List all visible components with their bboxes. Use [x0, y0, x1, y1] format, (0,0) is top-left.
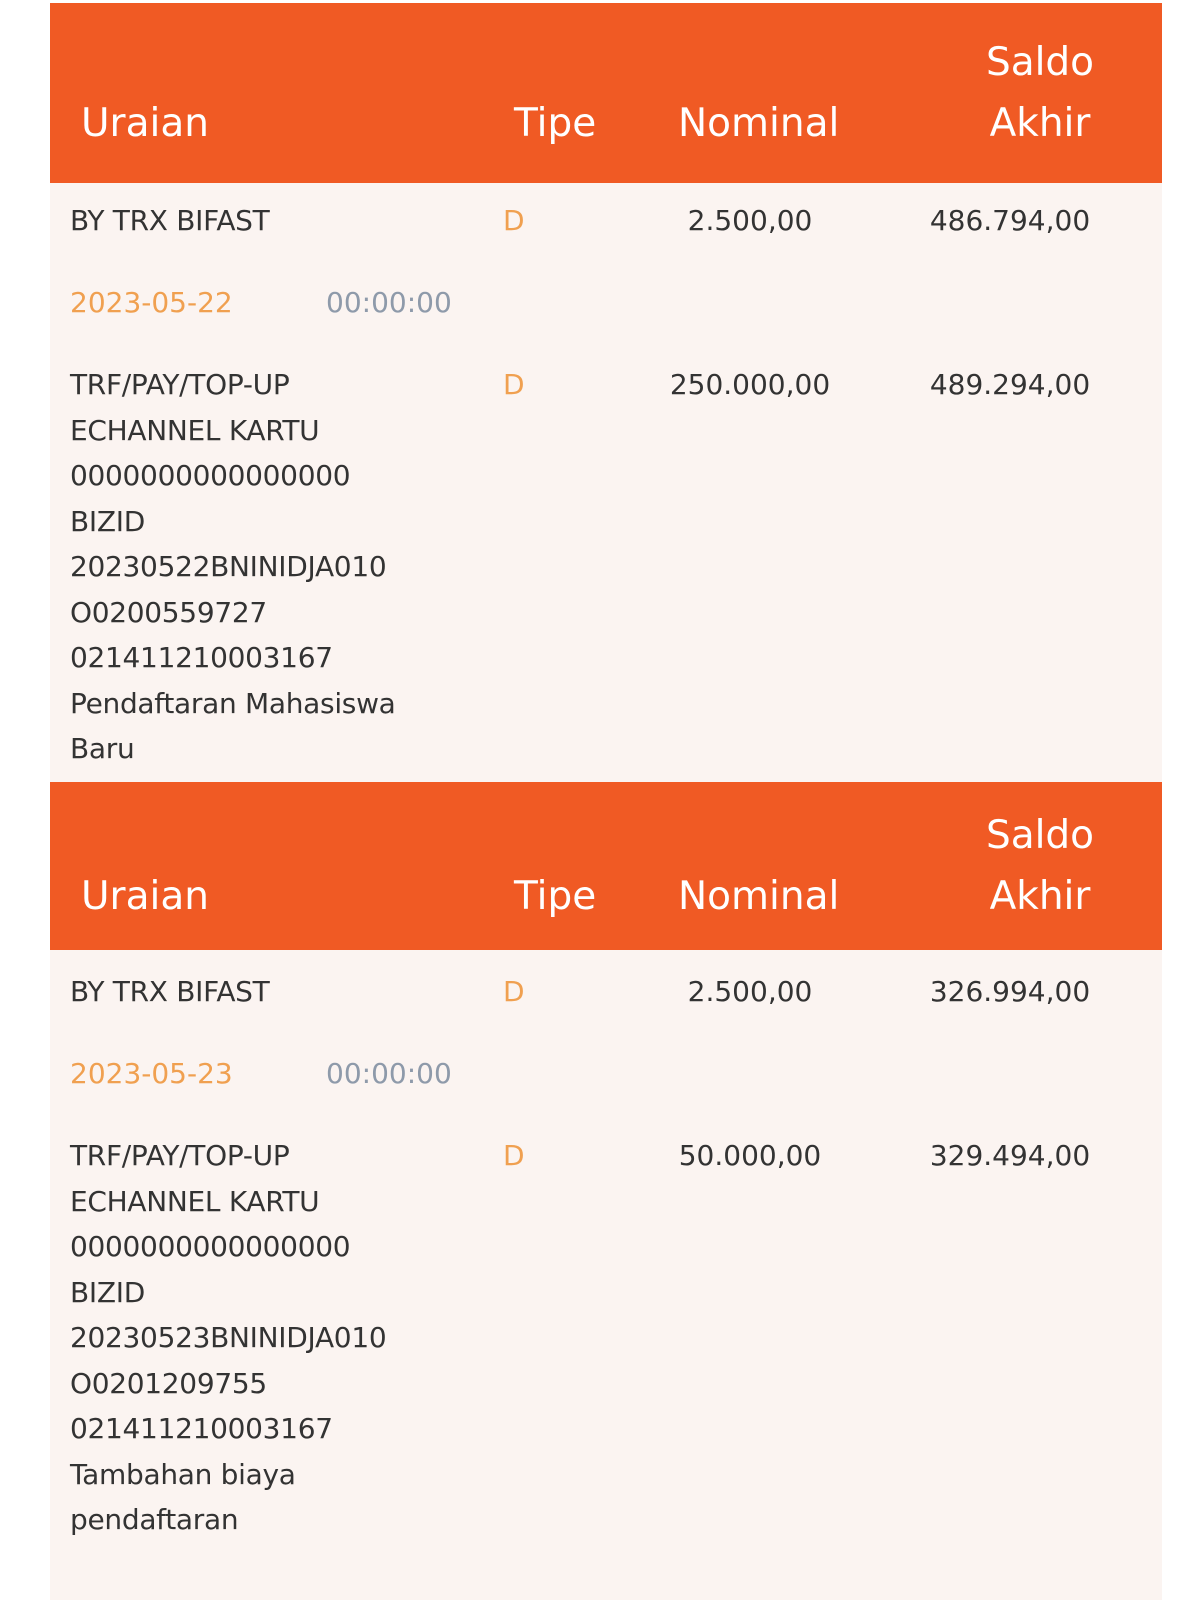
- description-line: pendaftaran: [70, 1503, 239, 1536]
- transaction-time: 00:00:00: [326, 1057, 452, 1090]
- transaction-amount: 2.500,00: [687, 975, 813, 1008]
- description-line: ECHANNEL KARTU: [70, 1184, 320, 1218]
- column-header-uraian: Uraian: [81, 874, 209, 919]
- transaction-row[interactable]: [50, 969, 1162, 1033]
- transaction-time: 00:00:00: [326, 286, 452, 319]
- transaction-type: D: [503, 1139, 525, 1172]
- column-header-saldo-line1: Saldo: [985, 813, 1095, 858]
- transaction-row[interactable]: [50, 198, 1162, 262]
- transaction-description: [70, 969, 490, 1015]
- column-header-tipe: Tipe: [514, 101, 597, 146]
- transaction-history: [50, 3, 1162, 1600]
- column-header-nominal: Nominal: [678, 101, 840, 146]
- transaction-group-1: [50, 198, 1162, 782]
- description-line: 021411210003167: [70, 641, 333, 674]
- description-line: Baru: [70, 732, 135, 765]
- table-header: [50, 3, 1162, 183]
- description-line: O0201209755: [70, 1366, 267, 1400]
- column-header-saldo-line2: Akhir: [989, 874, 1091, 919]
- description-line: Tambahan biaya: [70, 1457, 296, 1491]
- transaction-description: [70, 198, 490, 244]
- description-line: TRF/PAY/TOP-UP: [70, 1139, 290, 1172]
- description-line: 0000000000000000: [70, 459, 351, 492]
- transaction-date: 2023-05-22: [70, 286, 233, 319]
- transaction-amount: 250.000,00: [669, 368, 831, 401]
- transaction-amount: 50.000,00: [678, 1139, 822, 1172]
- description-line: BIZID: [70, 1275, 145, 1309]
- description-line: 021411210003167: [70, 1412, 333, 1445]
- transaction-description: [70, 1133, 490, 1543]
- description-line: BIZID: [70, 504, 145, 538]
- transaction-date-row: [50, 1051, 1162, 1115]
- transaction-row[interactable]: [50, 362, 1162, 782]
- column-header-nominal: Nominal: [678, 874, 840, 919]
- description-line: 0000000000000000: [70, 1230, 351, 1263]
- table-header: [50, 782, 1162, 950]
- transaction-type: D: [503, 975, 525, 1008]
- column-header-uraian: Uraian: [81, 101, 209, 146]
- description-line: ECHANNEL KARTU: [70, 413, 320, 447]
- column-header-saldo-akhir: [980, 32, 1100, 154]
- description-line: BY TRX BIFAST: [70, 204, 270, 237]
- transaction-group-2: [50, 969, 1162, 1553]
- description-line: BY TRX BIFAST: [70, 975, 270, 1008]
- transaction-description: [70, 362, 490, 772]
- transaction-amount: 2.500,00: [687, 204, 813, 237]
- transaction-type: D: [503, 204, 525, 237]
- column-header-saldo-line2: Akhir: [989, 101, 1091, 146]
- transaction-balance: 486.794,00: [929, 204, 1091, 237]
- transaction-row[interactable]: [50, 1133, 1162, 1553]
- transaction-type: D: [503, 368, 525, 401]
- transaction-date-row: [50, 280, 1162, 344]
- column-header-saldo-line1: Saldo: [985, 40, 1095, 85]
- column-header-saldo-akhir: [980, 805, 1100, 927]
- transaction-date: 2023-05-23: [70, 1057, 233, 1090]
- description-line: TRF/PAY/TOP-UP: [70, 368, 290, 401]
- transaction-balance: 329.494,00: [929, 1139, 1091, 1172]
- description-line: 20230523BNINIDJA010: [70, 1321, 387, 1354]
- description-line: 20230522BNINIDJA010: [70, 550, 387, 583]
- column-header-tipe: Tipe: [514, 874, 597, 919]
- description-line: Pendaftaran Mahasiswa: [70, 686, 396, 720]
- transaction-balance: 326.994,00: [929, 975, 1091, 1008]
- description-line: O0200559727: [70, 595, 267, 629]
- transaction-balance: 489.294,00: [929, 368, 1091, 401]
